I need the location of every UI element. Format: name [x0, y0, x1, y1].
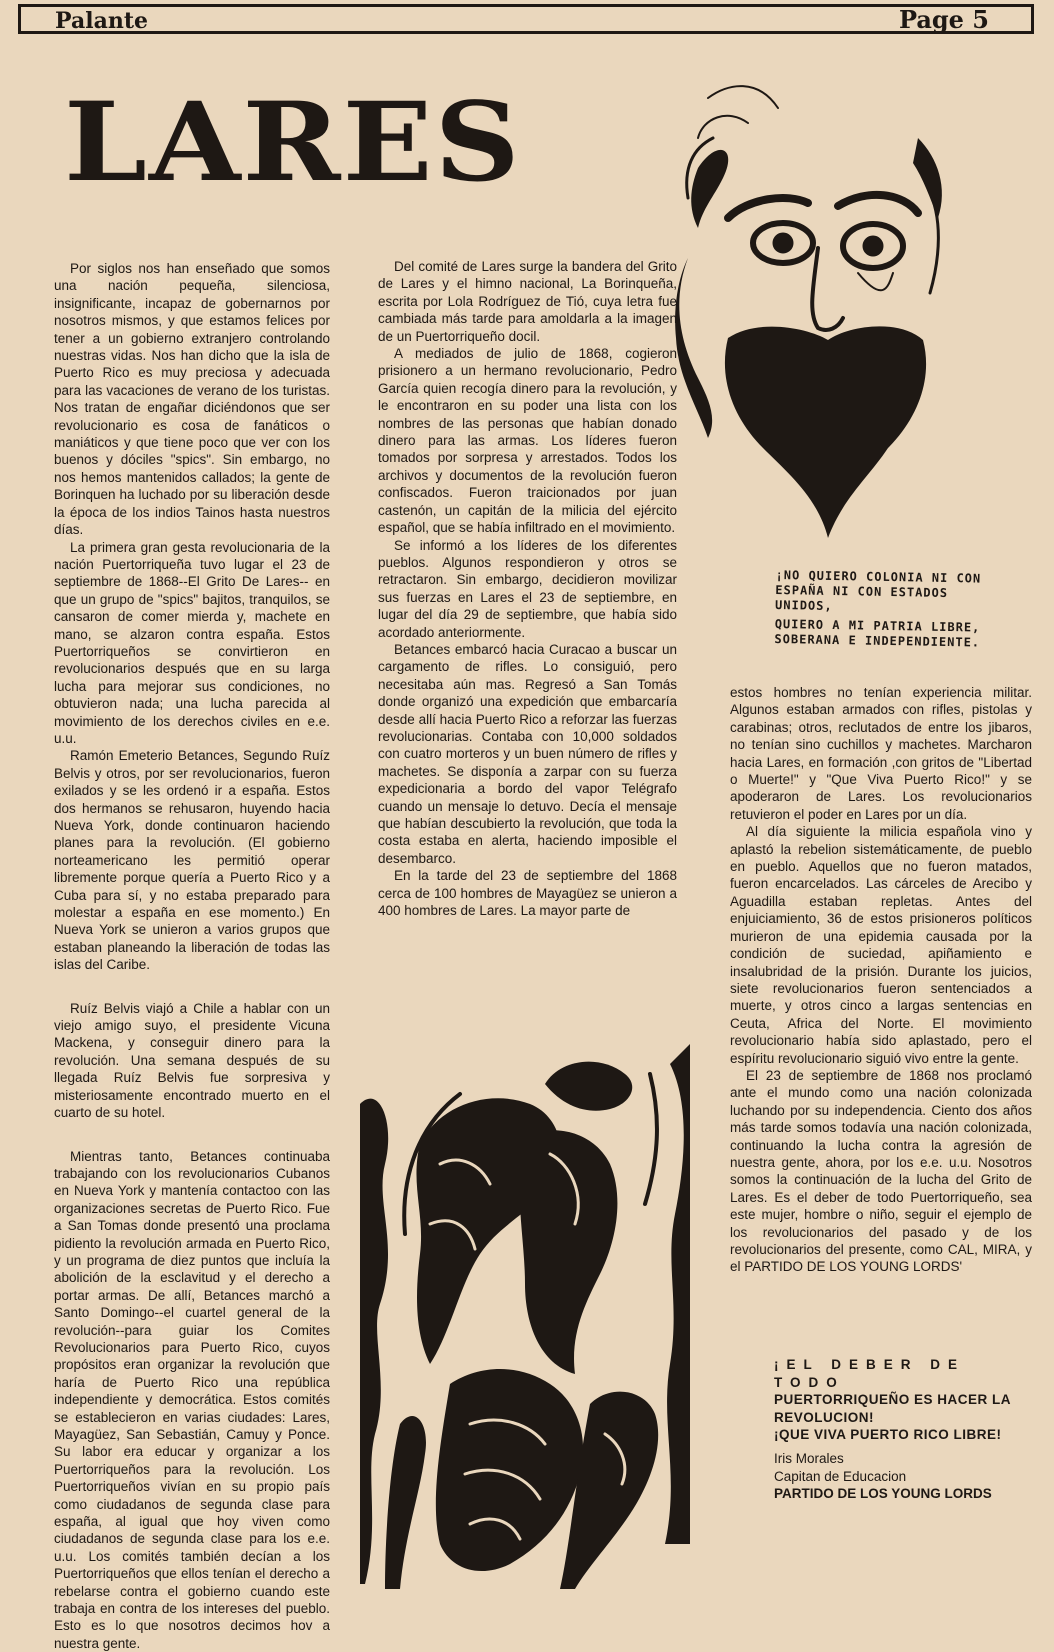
- col2-paragraph-5: En la tarde del 23 de septiembre del 1868 cerca de 100 hombres de Mayagüez se unieron a 400 hombres de Lares. La mayor parte de: [378, 867, 677, 919]
- col3-paragraph-3: El 23 de septiembre de 1868 nos proclamó ante el mundo como una nación colonizada luchando por su independencia. Ciento dos años más tarde somos todavía una nación colonizada, continuando la lucha contra la agresión de nuestra gente, ahora, por los e.e. u.u. Nosotros somos la continuación de la lucha del Grito de Lares. Es el deber de todo Puertorriqueño, sea este mujer, hombre o niño, seguir el ejemplo de los revolucionarios del pasado y de los revolucionarios del presente, como CAL, MIRA, y el PARTIDO DE LOS YOUNG LORDS': [730, 1067, 1032, 1276]
- author-organization: PARTIDO DE LOS YOUNG LORDS: [774, 1485, 1036, 1503]
- slogan-line-2: PUERTORRIQUEÑO ES HACER LA REVOLUCION!: [774, 1391, 1036, 1426]
- col1-paragraph-5: Mientras tanto, Betances continuaba trabajando con los revolucionarios Cubanos en Nueva York y mantenía contactoo con las organizaciones secretas de Puerto Rico. Fue a San Tomas donde presentó una proclama pidiento la revolución armada en Puerto Rico, y un programa de diez puntos que incluía la abolición de la esclavitud y el derecho a portar armas. De allí, Betances marchó a Santo Domingo--el cuartel general de la revolución--para guiar los Comites Revolucionarios para Puerto Rico, cuyos propósitos eran organizar la revolución que haría de Puerto Rico una república independiente y democrática. Estos comités se establecieron en varias ciudades: Lares, Mayagüez, San Sebastián, Camuy y Ponce. Su labor era educar y organizar a los Puertorriqueños para la revolución. Los Puertorriqueños vivían en su propio país como ciudadanos de segunda clase para españa, al igual que hoy viven como ciudadanos de segunda clase para los e.e. u.u. Los comités también decían a los Puertorriqueños que ellos tenían el derecho a rebelarse contra el gobierno cuando este trabaja en contra de los intereses del pueblo. Esto es lo que nosotros decimos hov a nuestra gente.: [54, 1148, 330, 1652]
- betances-portrait-icon: [668, 78, 968, 548]
- masthead: [18, 4, 1034, 34]
- col3-paragraph-2: Al día siguiente la milicia española vino y aplastó la rebelion sistemáticamente, de pueblo en pueblo. Aquellos que no fueron matados, fueron encarcelados. Las cárceles de Arecibo y Aguadilla estaban repletas. Antes del enjuiciamiento, 36 de estos prisioneros políticos murieron de una epidemia causada por la condición de suciedad, apiñamiento e insalubridad de la prisión. Durante los juicios, siete revolucionarios fueron sentenciados a muerte, y otros cinco a largas sentencias en Ceuta, Africa del Norte. El movimiento revolucionario había sido aplastado, pero el espíritu revolucionario siguió vivo entre la gente.: [730, 823, 1032, 1067]
- col2-paragraph-4: Betances embarcó hacia Curacao a buscar un cargamento de rifles. Lo consiguió, pero necesitaba aún mas. Regresó a San Tomás donde organizó una expedición que embarcaría desde allí hacia Puerto Rico a reforzar las fuerzas revolucionarias. Contaba con 10,000 soldados con cuatro morteros y un buen número de rifles y machetes. Se disponía a zarpar con su fuerza expedicionaria a bordo del vapor Telégrafo cuando un mensaje lo detuvo. Decía el mensaje que habían descubierto la revolución, que toda la costa estaba en alerta, haciendo imposible el desembarco.: [378, 641, 677, 867]
- publication-name: Palante: [55, 8, 148, 34]
- slogan-line-1: ¡EL DEBER DE TODO: [774, 1356, 1036, 1391]
- col1-paragraph-4: Ruíz Belvis viajó a Chile a hablar con un viejo amigo suyo, el presidente Vicuna Mackena, y conseguir dinero para la revolución. Una semana después de su llegada Ruíz Belvis fue sorpresiva y misteriosamente encontrado muerto en el cuarto de su hotel.: [54, 1000, 330, 1122]
- page-number: Page 5: [899, 5, 989, 34]
- col1-paragraph-2: La primera gran gesta revolucionaria de la nación Puertorriqueña tuvo lugar el 23 de septiembre de 1868--El Grito De Lares-- en que un grupo de "spics" bajitos, tranquilos, se cansaron de comer mierda y, machete en mano, se alzaron contra españa. Estos Puertorriqueños se convirtieron en revolucionarios después que en su larga lucha para mejorar sus condiciones, no obtuvieron nada; una lucha parecida al movimiento de los derechos civiles en e.e. u.u.: [54, 539, 330, 748]
- quote-line-2: QUIERO A MI PATRIA LIBRE, SOBERANA E INDEPENDIENTE.: [774, 617, 1004, 651]
- col1-paragraph-1: Por siglos nos han enseñado que somos una nación pequeña, silenciosa, insignificante, incapaz de gobernarnos por nosotros mismos, y que estamos felices por tener a un gobierno extranjero controlando nuestras vidas. Nos han dicho que la isla de Puerto Rico es muy preciosa y adecuada para las vacaciones de verano de los turistas. Nos tratan de engañar diciéndonos que ser revolucionario es cosa de fanáticos o maniáticos y que tiene poco que ver con los buenos y dóciles "spics". Sin embargo, no nos hemos mantenidos callados; la gente de Borinquen ha luchado por su liberación desde la época de los indios Tainos hasta nuestros días.: [54, 260, 330, 539]
- slogan: [774, 1356, 1036, 1444]
- col1-paragraph-3: Ramón Emeterio Betances, Segundo Ruíz Belvis y otros, por ser revolucionarios, fueron exilados y se les ordenó ir a españa. Estos dos hermanos se rehusaron, huyendo hacia Nueva York, donde continuaron haciendo planes para la revolución. (El gobierno norteamericano les permitió operar libremente porque quería a Puerto Rico y a Cuba para sí, y no estaba preparado para molestar a españa en ese momento.) En Nueva York se unieron a varios grupos que estaban planeando la liberación de todas las islas del Caribe.: [54, 747, 330, 973]
- headline: LARES: [64, 88, 522, 197]
- col2-paragraph-3: Se informó a los líderes de los diferentes pueblos. Algunos respondieron y otros se retractaron. Sin embargo, decidieron movilizar sus fuerzas en Lares el 23 de septiembre, en lugar del día 29 de septiembre, que había sido acordado anteriormente.: [378, 537, 677, 641]
- quote-line-1: ¡NO QUIERO COLONIA NI CON ESPAÑA NI CON ESTADOS UNIDOS,: [775, 568, 1006, 617]
- column-1: [54, 260, 330, 1652]
- author-name: Iris Morales: [774, 1450, 1036, 1468]
- col3-paragraph-1: estos hombres no tenían experiencia militar. Algunos estaban armados con rifles, pistolas y carabinas; otros, reclutados de entre los jibaros, no tenían sino cuchillos y machetes. Marcharon hacia Lares, en formación ,con gritos de "Libertad o Muerte!" y "Que Viva Puerto Rico!" y se apoderaron de Lares. Los revolucionarios retuvieron el poder en Lares por un día.: [730, 684, 1032, 823]
- slogan-line-3: ¡QUE VIVA PUERTO RICO LIBRE!: [774, 1426, 1036, 1444]
- col2-paragraph-1: Del comité de Lares surge la bandera del Grito de Lares y el himno nacional, La Borinqueña, escrita por Lola Rodríguez de Tió, cuya letra fue cambiada más tarde para amoldarla a la imagen de un Puertorriqueño docil.: [378, 258, 677, 345]
- horseman-woodcut-icon: [360, 1004, 690, 1594]
- betances-quote: [774, 568, 1005, 655]
- author-role: Capitan de Educacion: [774, 1468, 1036, 1486]
- signature: [774, 1450, 1036, 1503]
- column-2: [378, 258, 677, 919]
- column-3: [730, 684, 1032, 1276]
- col2-paragraph-2: A mediados de julio de 1868, cogieron prisionero a un hermano revolucionario, Pedro García quien recogía dinero para la revolución, y le encontraron en su poder una lista con los nombres de las personas que habían donado dinero para las armas. Los líderes fueron tomados por sorpresa y arrestados. Todos los archivos y documentos de la revolución fueron confiscados. Fueron traicionados por juan castenón, un capitán de la milicia del ejército español, que se había infiltrado en el movimiento.: [378, 345, 677, 536]
